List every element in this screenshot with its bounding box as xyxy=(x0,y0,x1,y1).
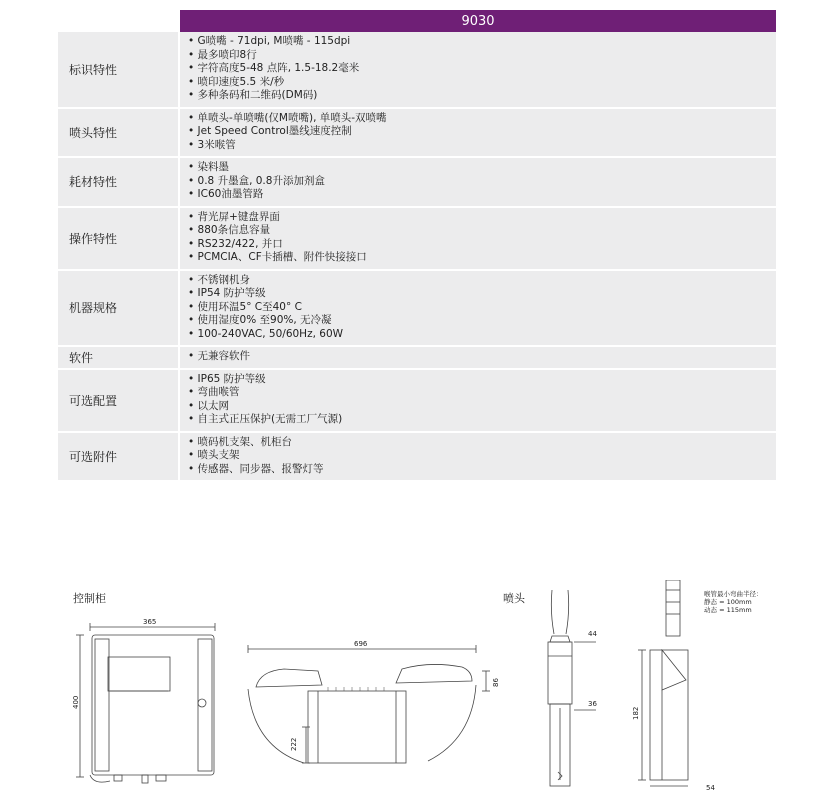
spec-bullet: • 自主式正压保护(无需工厂气源) xyxy=(188,413,776,427)
row-label: 喷头特性 xyxy=(58,109,180,157)
spec-bullet: • RS232/422, 并口 xyxy=(188,238,776,252)
cabinet-front-drawing xyxy=(70,615,230,794)
spec-bullet: • 不锈钢机身 xyxy=(188,274,776,288)
note-line: 动态 = 115mm xyxy=(704,606,752,614)
header-blank xyxy=(58,10,180,32)
spec-bullet: • 单喷头-单喷嘴(仅M喷嘴), 单喷头-双喷嘴 xyxy=(188,112,776,126)
dim-head-w2: 36 xyxy=(588,700,597,708)
spec-bullet: • G喷嘴 - 71dpi, M喷嘴 - 115dpi xyxy=(188,35,776,49)
spec-bullet: • 字符高度5-48 点阵, 1.5-18.2毫米 xyxy=(188,62,776,76)
dim-head-height: 182 xyxy=(632,706,640,720)
table-row xyxy=(58,433,776,483)
spec-bullet: • 使用环温5° C至40° C xyxy=(188,301,776,315)
row-label: 软件 xyxy=(58,347,180,368)
spec-bullet: • 弯曲喉管 xyxy=(188,386,776,400)
row-label: 操作特性 xyxy=(58,208,180,269)
row-items xyxy=(180,32,776,107)
row-items xyxy=(180,109,776,157)
spec-bullet: • IP54 防护等级 xyxy=(188,287,776,301)
dim-top-height: 222 xyxy=(290,737,298,751)
row-items xyxy=(180,271,776,346)
note-line: 静态 = 100mm xyxy=(704,598,752,606)
dim-head-base: 54 xyxy=(706,784,715,792)
row-label: 耗材特性 xyxy=(58,158,180,206)
spec-bullet: • 0.8 升墨盒, 0.8升添加剂盒 xyxy=(188,175,776,189)
print-head-drawing xyxy=(530,590,620,794)
spec-bullet: • 以太网 xyxy=(188,400,776,414)
drawings-section xyxy=(0,560,830,794)
note-line: 喉管最小弯曲半径： xyxy=(704,590,763,598)
spec-bullet: • 多种条码和二维码(DM码) xyxy=(188,89,776,103)
dim-cab-height: 400 xyxy=(72,695,80,709)
table-row xyxy=(58,347,776,370)
spec-bullet: • 喷码机支架、机柜台 xyxy=(188,436,776,450)
dim-top-width: 696 xyxy=(354,640,368,648)
spec-bullet: • 喷头支架 xyxy=(188,449,776,463)
spec-bullet: • IP65 防护等级 xyxy=(188,373,776,387)
table-row xyxy=(58,370,776,433)
row-items xyxy=(180,433,776,481)
spec-table xyxy=(58,10,776,482)
table-row xyxy=(58,158,776,208)
row-label: 可选附件 xyxy=(58,433,180,481)
row-items xyxy=(180,347,776,368)
spec-bullet: • PCMCIA、CF卡插槽、附件快接接口 xyxy=(188,251,776,265)
spec-bullet: • 染料墨 xyxy=(188,161,776,175)
table-row xyxy=(58,109,776,159)
spec-bullet: • IC60油墨管路 xyxy=(188,188,776,202)
row-label: 可选配置 xyxy=(58,370,180,431)
spec-bullet: • 无兼容软件 xyxy=(188,350,776,364)
model-header: 9030 xyxy=(180,10,776,32)
spec-bullet: • 100-240VAC, 50/60Hz, 60W xyxy=(188,328,776,342)
spec-bullet: • 880条信息容量 xyxy=(188,224,776,238)
spec-bullet: • 喷印速度5.5 米/秒 xyxy=(188,76,776,90)
spec-bullet: • 最多喷印8行 xyxy=(188,49,776,63)
table-row xyxy=(58,208,776,271)
row-label: 标识特性 xyxy=(58,32,180,107)
spec-bullet: • 3米喉管 xyxy=(188,139,776,153)
row-label: 机器规格 xyxy=(58,271,180,346)
dim-cab-width: 365 xyxy=(143,618,157,626)
spec-bullet: • 使用湿度0% 至90%, 无冷凝 xyxy=(188,314,776,328)
dim-head-w1: 44 xyxy=(588,630,597,638)
table-row xyxy=(58,32,776,109)
table-row xyxy=(58,271,776,348)
table-header xyxy=(58,10,776,32)
print-head-side-drawing xyxy=(630,580,730,794)
cabinet-top-drawing xyxy=(240,635,510,794)
table-body xyxy=(58,32,776,482)
row-items xyxy=(180,370,776,431)
spec-bullet: • 传感器、同步器、报警灯等 xyxy=(188,463,776,477)
head-caption: 喷头 xyxy=(503,592,525,605)
row-items xyxy=(180,208,776,269)
cabinet-caption: 控制柜 xyxy=(73,592,106,605)
spec-bullet: • 背光屏+键盘界面 xyxy=(188,211,776,225)
spec-bullet: • Jet Speed Control墨线速度控制 xyxy=(188,125,776,139)
row-items xyxy=(180,158,776,206)
dim-top-small: 86 xyxy=(492,678,500,687)
